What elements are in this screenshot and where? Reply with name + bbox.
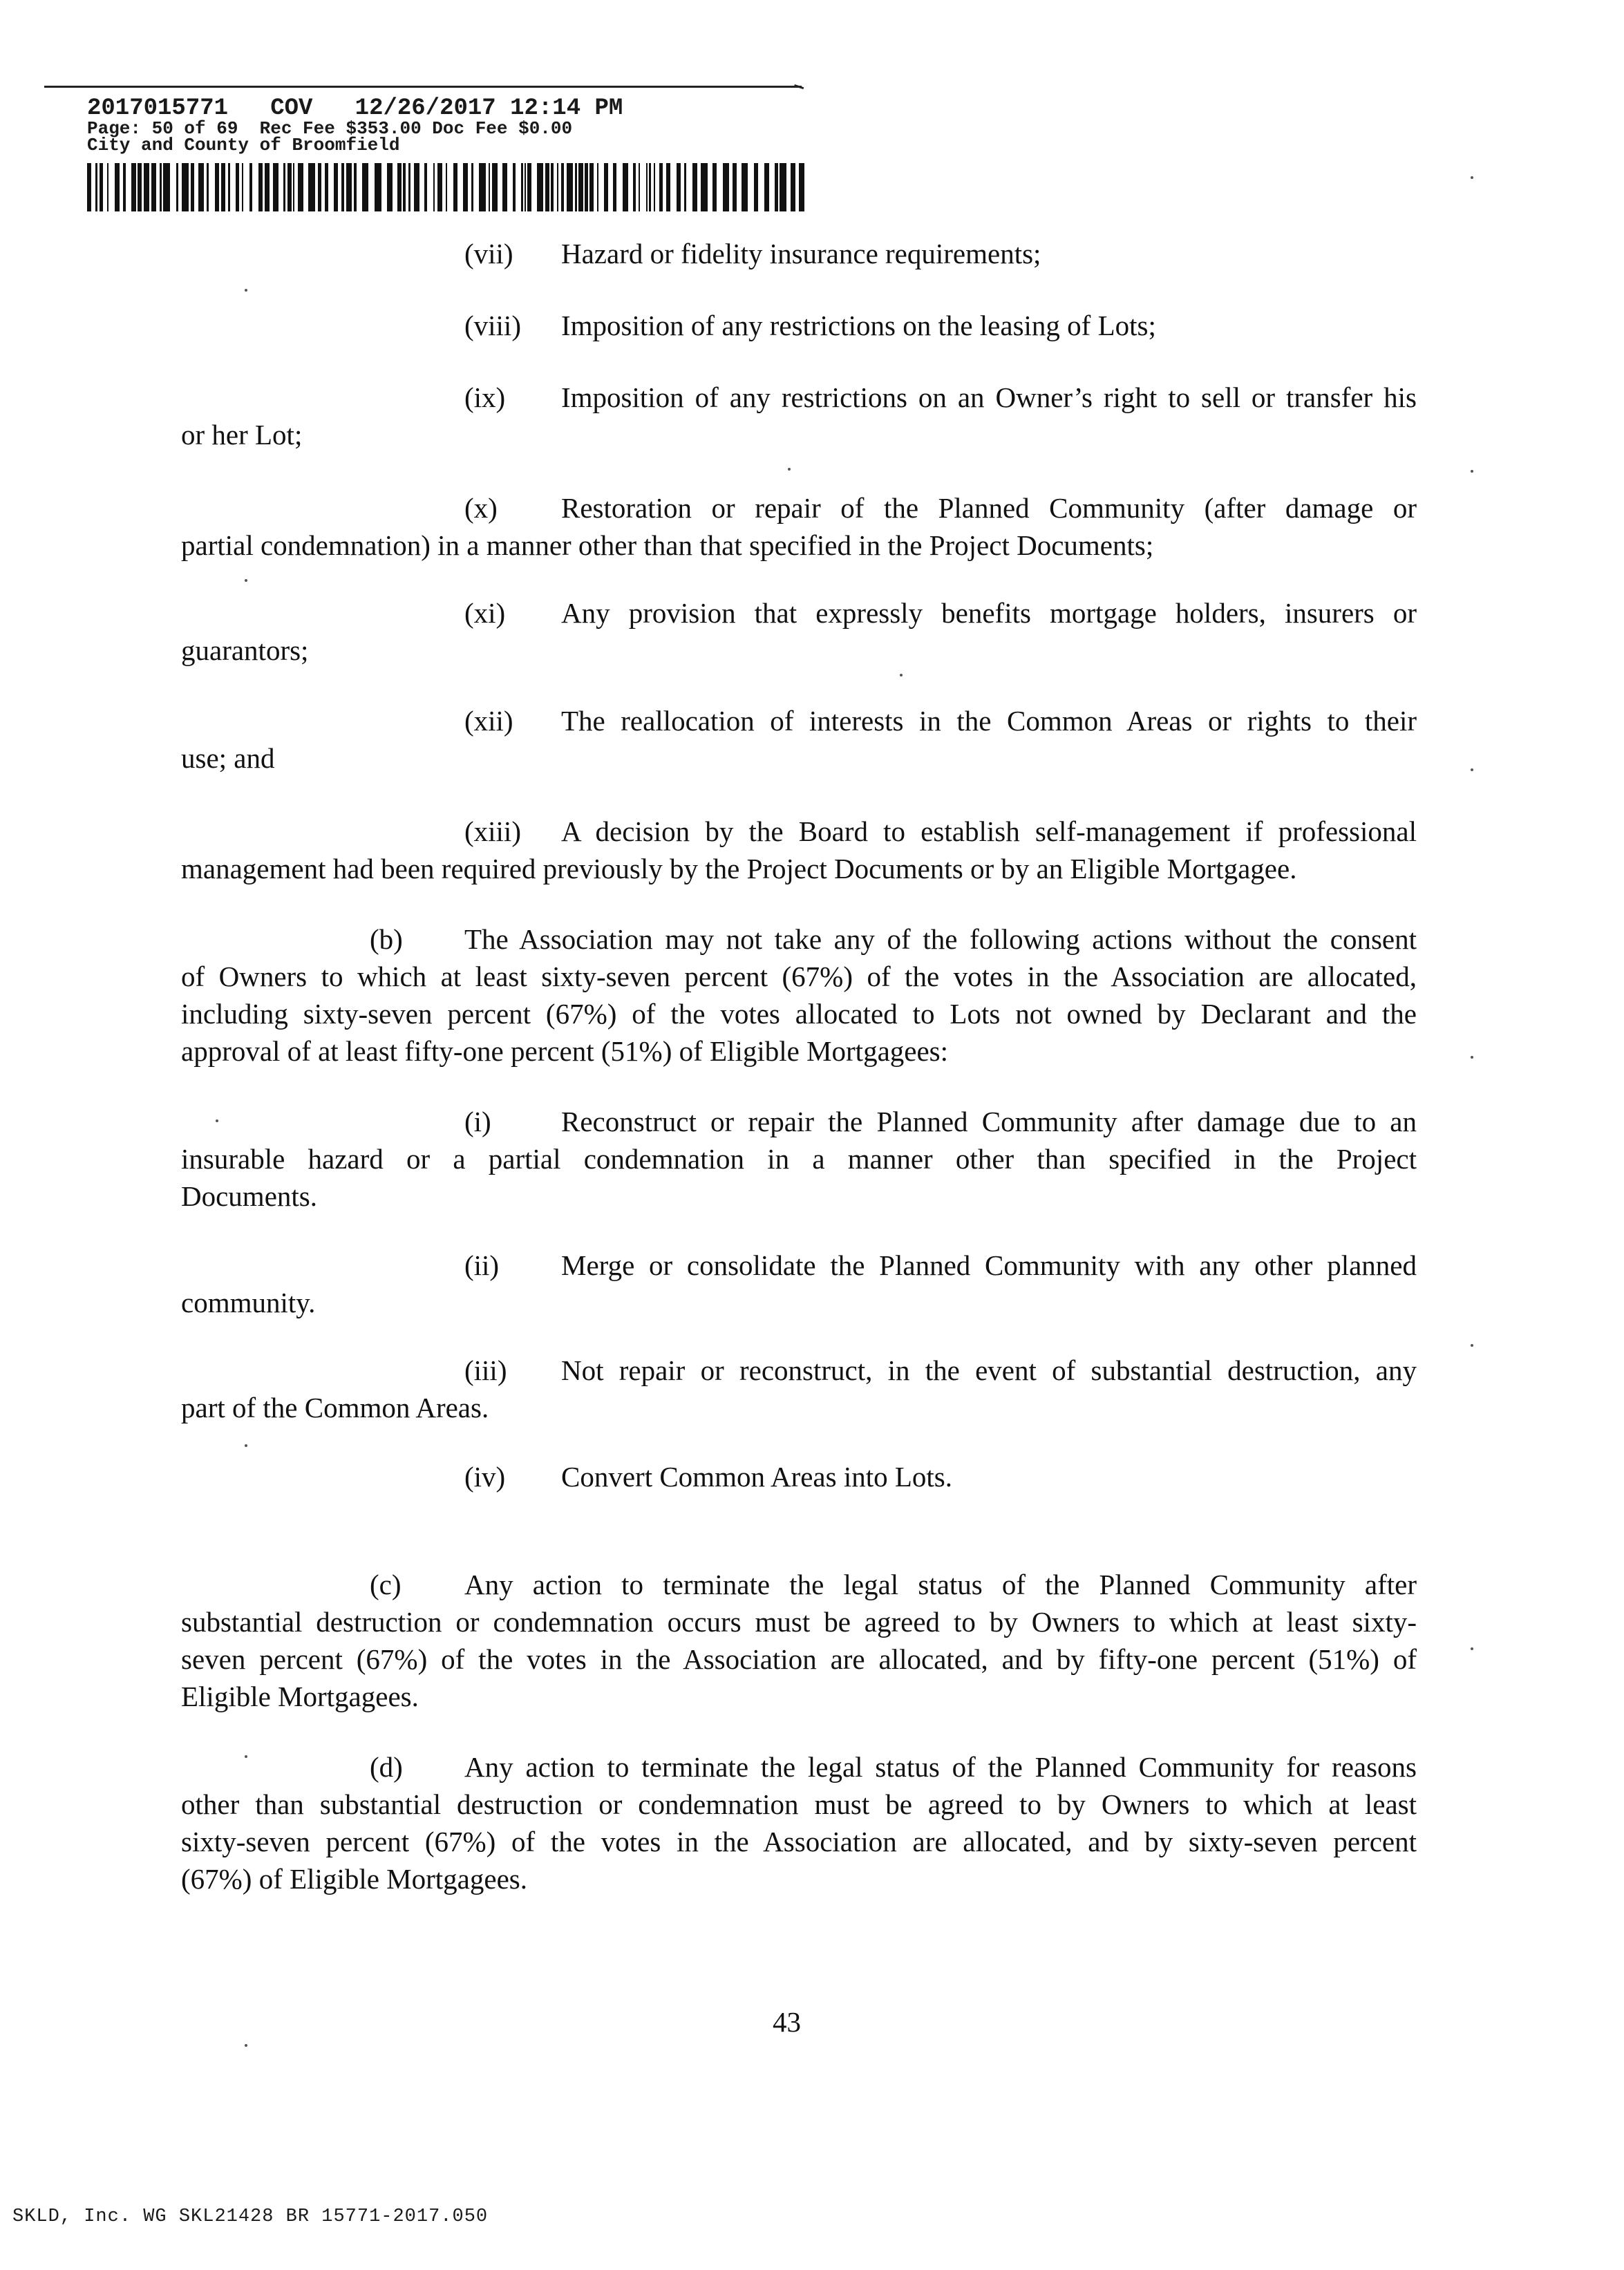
barcode-bar (293, 163, 294, 211)
paragraph-c-text: substantial destruction or condemnation occurs must be agreed to by Owners to which at least sixty- (181, 1606, 1417, 1638)
page-number: 43 (773, 2006, 801, 2038)
barcode-bar (712, 163, 717, 211)
barcode-bar (646, 163, 648, 211)
barcode-image (87, 163, 810, 211)
barcode-bar (87, 163, 91, 211)
item-number: (viii) (464, 310, 521, 341)
barcode-bar (489, 163, 490, 211)
barcode-bar (780, 163, 786, 211)
item-number: (i) (464, 1106, 491, 1137)
barcode-bar (723, 163, 729, 211)
barcode-bar (537, 163, 543, 211)
barcode-bar (236, 163, 239, 211)
item-number: (ix) (464, 381, 506, 413)
barcode-bar (151, 163, 156, 211)
stamp-county-line: City and County of Broomfield (87, 135, 400, 155)
barcode-bar (633, 163, 636, 211)
barcode-bar (733, 163, 737, 211)
barcode-bar (692, 163, 697, 211)
item-text-continuation: part of the Common Areas. (181, 1392, 489, 1424)
barcode-bar (453, 163, 457, 211)
barcode-bar (754, 163, 758, 211)
barcode-bar (623, 163, 628, 211)
paragraph-b-number: (b) (370, 923, 403, 955)
paragraph-d-number: (d) (370, 1751, 403, 1783)
barcode-bar (677, 163, 681, 211)
barcode-bar (95, 163, 97, 211)
item-text-continuation: guarantors; (181, 634, 309, 666)
scan-speck (245, 2044, 247, 2047)
barcode-bar (521, 163, 523, 211)
barcode-bar (341, 163, 344, 211)
barcode-bar (138, 163, 142, 211)
item-text-continuation: or her Lot; (181, 419, 303, 451)
barcode-bar (799, 163, 804, 211)
barcode-bar (527, 163, 531, 211)
barcode-bar (283, 163, 285, 211)
paragraph-c-text: seven percent (67%) of the votes in the Association are allocated, and by fifty-one percent (51%) of (181, 1643, 1417, 1675)
barcode-bar (207, 163, 209, 211)
item-number: (xii) (464, 705, 513, 737)
barcode-bar (513, 163, 516, 211)
barcode-bar (578, 163, 583, 211)
scan-speck (245, 1444, 247, 1447)
barcode-bar (160, 163, 162, 211)
barcode-bar (479, 163, 486, 211)
barcode-bar (463, 163, 468, 211)
barcode-bar (287, 163, 292, 211)
barcode-bar (144, 163, 149, 211)
barcode-bar (334, 163, 338, 211)
barcode-bar (325, 163, 328, 211)
scan-speck (788, 468, 791, 471)
item-text-continuation: use; and (181, 742, 275, 774)
barcode-bar (249, 163, 252, 211)
item-text: A decision by the Board to establish self-management if professional (561, 815, 1417, 847)
barcode-bar (115, 163, 120, 211)
scan-speck (1471, 470, 1473, 473)
scan-speck (1471, 176, 1473, 179)
barcode-bar (502, 163, 507, 211)
stamp-page-fee-line: Page: 50 of 69 Rec Fee $353.00 Doc Fee $0.00 (87, 118, 573, 139)
scan-speck (900, 674, 903, 677)
barcode-bar (575, 163, 577, 211)
barcode-bar (446, 163, 447, 211)
barcode-bar (403, 163, 406, 211)
barcode-bar (107, 163, 108, 211)
barcode-bar (215, 163, 219, 211)
paragraph-b-text: approval of at least fifty-one percent (51%) of Eligible Mortgagees: (181, 1035, 949, 1067)
paragraph-d-text: sixty-seven percent (67%) of the votes in the Association are allocated, and by sixty-seven percent (181, 1826, 1417, 1857)
barcode-bar (585, 163, 588, 211)
scan-speck (1471, 1056, 1473, 1059)
barcode-bar (414, 163, 419, 211)
barcode-bar (123, 163, 126, 211)
scan-speck (1471, 1344, 1473, 1347)
scan-speck (245, 289, 247, 292)
item-text: Reconstruct or repair the Planned Community after damage due to an (561, 1106, 1417, 1137)
barcode-bar (191, 163, 194, 211)
item-number: (x) (464, 492, 498, 524)
barcode-bar (318, 163, 321, 211)
barcode-bar (265, 163, 270, 211)
barcode-bar (273, 163, 278, 211)
item-text-continuation: partial condemnation) in a manner other than that specified in the Project Documents; (181, 529, 1154, 561)
barcode-bar (701, 163, 708, 211)
barcode-bar (242, 163, 243, 211)
paragraph-b-text: The Association may not take any of the following actions without the consent (464, 923, 1417, 955)
barcode-bar (492, 163, 498, 211)
barcode-bar (639, 163, 640, 211)
barcode-bar (346, 163, 352, 211)
paragraph-d-text: (67%) of Eligible Mortgagees. (181, 1863, 527, 1895)
barcode-bar (131, 163, 136, 211)
barcode-bar (742, 163, 748, 211)
barcode-bar (684, 163, 686, 211)
paragraph-b-text: including sixty-seven percent (67%) of the votes allocated to Lots not owned by Declarant and the (181, 998, 1417, 1030)
paragraph-b-text: of Owners to which at least sixty-seven percent (67%) of the votes in the Association are allocated, (181, 961, 1417, 992)
stamp-rule-tick (792, 84, 804, 96)
barcode-bar (221, 163, 225, 211)
barcode-bar (100, 163, 103, 211)
item-number: (vii) (464, 238, 513, 269)
barcode-bar (176, 163, 178, 211)
item-text-continuation: management had been required previously by the Project Documents or by an Eligible Mortgagee. (181, 853, 1297, 885)
barcode-bar (387, 163, 393, 211)
barcode-bar (308, 163, 315, 211)
barcode-bar (567, 163, 573, 211)
barcode-bar (375, 163, 381, 211)
barcode-bar (561, 163, 564, 211)
barcode-bar (354, 163, 357, 211)
barcode-bar (764, 163, 769, 211)
barcode-bar (666, 163, 670, 211)
barcode-bar (182, 163, 189, 211)
item-text: Any provision that expressly benefits mortgage holders, insurers or (561, 597, 1417, 629)
item-text: Merge or consolidate the Planned Community with any other planned (561, 1249, 1417, 1281)
item-number: (iv) (464, 1461, 506, 1493)
item-text-continuation: insurable hazard or a partial condemnation in a manner other than specified in the Project (181, 1143, 1417, 1175)
barcode-bar (228, 163, 230, 211)
item-text: Imposition of any restrictions on the leasing of Lots; (561, 310, 1156, 341)
item-text: Imposition of any restrictions on an Owner’s right to sell or transfer his (561, 381, 1417, 413)
barcode-bar (424, 163, 427, 211)
item-number: (ii) (464, 1249, 500, 1281)
barcode-bar (659, 163, 663, 211)
item-number: (iii) (464, 1354, 507, 1386)
stamp-reception-line: 2017015771 COV 12/26/2017 12:14 PM (87, 95, 623, 122)
item-text: The reallocation of interests in the Common Areas or rights to their (561, 705, 1417, 737)
barcode-bar (604, 163, 608, 211)
barcode-bar (545, 163, 549, 211)
paragraph-c-number: (c) (370, 1569, 402, 1600)
barcode-bar (649, 163, 651, 211)
barcode-bar (525, 163, 526, 211)
barcode-bar (198, 163, 204, 211)
stamp-rule (44, 86, 802, 88)
footer-filing-reference: SKLD, Inc. WG SKL21428 BR 15771-2017.050 (12, 2206, 489, 2227)
item-text: Hazard or fidelity insurance requirements; (561, 238, 1041, 269)
paragraph-d-text: other than substantial destruction or condemnation must be agreed to by Owners to which at least (181, 1788, 1417, 1820)
recording-stamp (87, 97, 623, 153)
barcode-bar (557, 163, 558, 211)
item-number: (xi) (464, 597, 506, 629)
barcode-bar (471, 163, 473, 211)
item-text: Not repair or reconstruct, in the event of substantial destruction, any (561, 1354, 1417, 1386)
barcode-bar (258, 163, 263, 211)
barcode-bar (791, 163, 795, 211)
barcode-bar (597, 163, 598, 211)
barcode-bar (589, 163, 594, 211)
item-text: Restoration or repair of the Planned Community (after damage or (561, 492, 1417, 524)
item-text: Convert Common Areas into Lots. (561, 1461, 952, 1493)
barcode-bar (298, 163, 303, 211)
item-number: (xiii) (464, 815, 521, 847)
barcode-bar (163, 163, 170, 211)
scan-speck (245, 579, 247, 582)
scan-speck (1471, 768, 1473, 771)
item-text-continuation: community. (181, 1287, 316, 1318)
barcode-bar (433, 163, 435, 211)
barcode-bar (437, 163, 442, 211)
scan-speck (1471, 1647, 1473, 1650)
barcode-bar (362, 163, 368, 211)
scan-speck (216, 1119, 218, 1122)
item-text-continuation: Documents. (181, 1180, 317, 1212)
scan-speck (245, 1755, 247, 1758)
barcode-bar (613, 163, 616, 211)
barcode-bar (775, 163, 778, 211)
barcode-bar (551, 163, 554, 211)
barcode-bar (654, 163, 655, 211)
paragraph-c-text: Eligible Mortgagees. (181, 1681, 419, 1712)
paragraph-c-text: Any action to terminate the legal status of the Planned Community after (464, 1569, 1417, 1600)
paragraph-d-text: Any action to terminate the legal status of the Planned Community for reasons (464, 1751, 1417, 1783)
barcode-bar (397, 163, 402, 211)
barcode-bar (408, 163, 410, 211)
